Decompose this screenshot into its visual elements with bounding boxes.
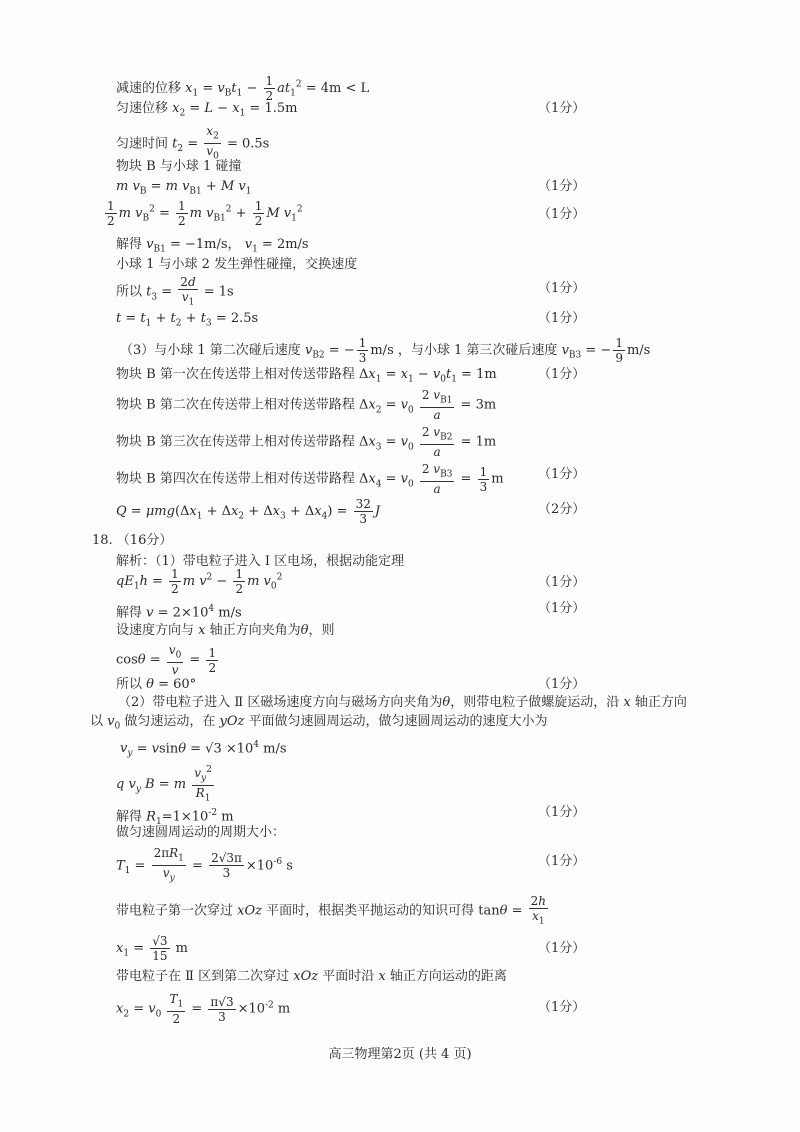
score-label: （1分） xyxy=(538,101,586,116)
score-label: （1分） xyxy=(538,207,586,222)
part2-intro-line2: 以 $v_0$ 做匀速运动，在 yOz 平面做匀速圆周运动，做匀速圆周运动的速度大小为 xyxy=(90,714,548,732)
solve-velocities-line: 解得 $v_{B1} = -1m/s$， $v_1 = 2m/s$ xyxy=(116,237,309,255)
uniform-displacement-line: 匀速位移 $x_2 = L - x_1 = 1.5m$ xyxy=(116,101,298,119)
exchange-velocity-line: 小球 1 与小球 2 发生弹性碰撞，交换速度 xyxy=(116,257,358,272)
second-crossing-line: 带电粒子在 Ⅱ 区到第二次穿过 xOz 平面时沿 x 轴正方向运动的距离 xyxy=(116,969,507,984)
score-label: （1分） xyxy=(538,179,586,194)
b-fourth-path-line: 物块 B 第四次在传送带上相对传送带路程 $\Delta x_4 = v_0$ $\frac{2 v_{B3}}{a}$ = $\frac{1}{3}$ m xyxy=(116,462,504,497)
score-label: （1分） xyxy=(538,311,586,326)
collision-heading: 物块 B 与小球 1 碰撞 xyxy=(116,159,242,174)
score-label: （1分） xyxy=(538,575,586,590)
score-label: （1分） xyxy=(538,281,586,296)
b-first-path-line: 物块 B 第一次在传送带上相对传送带路程 $\Delta x_1 = x_1 - v_0t_1 = 1m$ xyxy=(116,367,497,385)
energy-equation: $\frac{1}{2}$ m $v_B^2$ = $\frac{1}{2}$ m $v_{B1}^2$ + $\frac{1}{2}$ M $v_1^2$ xyxy=(107,199,303,228)
score-label: （2分） xyxy=(538,502,586,517)
first-crossing-line: 带电粒子第一次穿过 xOz 平面时，根据类平抛运动的知识可得 tanθ = $\frac{2h}{x_1}$ xyxy=(116,894,547,927)
heat-equation: $Q = \mu mg(\Delta x_1 + \Delta x_2 + \Delta x_3 + \Delta x_4)$ = $\frac{32}{3}$ J xyxy=(116,497,381,526)
kinetic-energy-equation: $qE_1h$ = $\frac{1}{2}$ m $v^2$ − $\frac{1}{2}$ m $v_0^2$ xyxy=(116,567,283,596)
score-label: （1分） xyxy=(538,805,586,820)
uniform-time-line: 匀速时间 $t_2$ = $\frac{x_2}{v_0}$ = 0.5s xyxy=(116,124,270,162)
solve-speed-line: 解得 $v = 2\times 10^4$ m/s xyxy=(116,604,242,621)
q18-intro: 解析：（1）带电粒子进入 Ⅰ 区电场，根据动能定理 xyxy=(116,554,405,569)
part2-intro-line1: （2）带电粒子进入 Ⅱ 区磁场速度方向与磁场方向夹角为θ，则带电粒子做螺旋运动，沿 x 轴正方向 xyxy=(118,695,687,710)
score-label: （1分） xyxy=(538,677,586,692)
score-label: （1分） xyxy=(538,367,586,382)
angle-definition-line: 设速度方向与 x 轴正方向夹角为θ，则 xyxy=(116,623,335,638)
theta-result-line: 所以 θ = 60° xyxy=(116,677,197,692)
radius-result-line: 解得 $R_1=1\times 10^{-2}$ m xyxy=(116,808,234,827)
part3-velocities-line: （3）与小球 1 第二次碰后速度 $v_{B2}$ = − $\frac{1}{3}$ m/s ，与小球 1 第三次碰后速度 $v_{B3}$ = − $\frac{1}{9}$ m/s xyxy=(120,336,651,365)
question-18-header: 18. （16分） xyxy=(92,533,173,548)
score-label: （1分） xyxy=(538,941,586,956)
score-label: （1分） xyxy=(538,854,586,869)
score-label: （1分） xyxy=(538,467,586,482)
score-label: （1分） xyxy=(538,601,586,616)
b-third-path-line: 物块 B 第三次在传送带上相对传送带路程 $\Delta x_3 = v_0$ $\frac{2 v_{B2}}{a}$ = 1m xyxy=(116,425,497,460)
lorentz-force-equation: q $v_y$ B = m $\frac{v_y^2}{R_1}$ xyxy=(116,765,212,804)
period-heading: 做匀速圆周运动的周期大小： xyxy=(116,825,286,840)
x2-result-line: $x_2 = v_0$ $\frac{T_1}{2}$ = $\frac{\pi√3}{3}$ $\times 10^{-2}$ m xyxy=(116,992,291,1027)
b-second-path-line: 物块 B 第二次在传送带上相对传送带路程 $\Delta x_2 = v_0$ $\frac{2 v_{B1}}{a}$ = 3m xyxy=(116,388,497,423)
decel-displacement-line: 减速的位移 $x_1 = v_Bt_1$ − $\frac{1}{2}$ $at_1^2 = 4m < L$ xyxy=(116,74,370,103)
score-label: （1分） xyxy=(538,1000,586,1015)
t3-line: 所以 $t_3$ = $\frac{2d}{v_1}$ = 1s xyxy=(116,275,234,308)
vy-equation: $v_y = vsin\theta = √3 \times 10^4$ m/s xyxy=(120,740,287,759)
total-time-line: $t = t_1 + t_2 + t_3 = 2.5s$ xyxy=(116,311,259,329)
cos-theta-equation: cosθ = $\frac{v_0}{v}$ = $\frac{1}{2}$ xyxy=(116,643,217,678)
momentum-equation: m $v_B = m$ $v_{B1} + M$ $v_1$ xyxy=(116,179,252,197)
x1-result-line: $x_1$ = $\frac{√3}{15}$ m xyxy=(116,934,188,963)
page-footer: 高三物理第2页 (共 4 页) xyxy=(328,1047,472,1062)
period-equation: $T_1$ = $\frac{2\pi R_1}{v_y}$ = $\frac{2√3\pi}{3}$ $\times 10^{-6}$ s xyxy=(116,846,293,884)
